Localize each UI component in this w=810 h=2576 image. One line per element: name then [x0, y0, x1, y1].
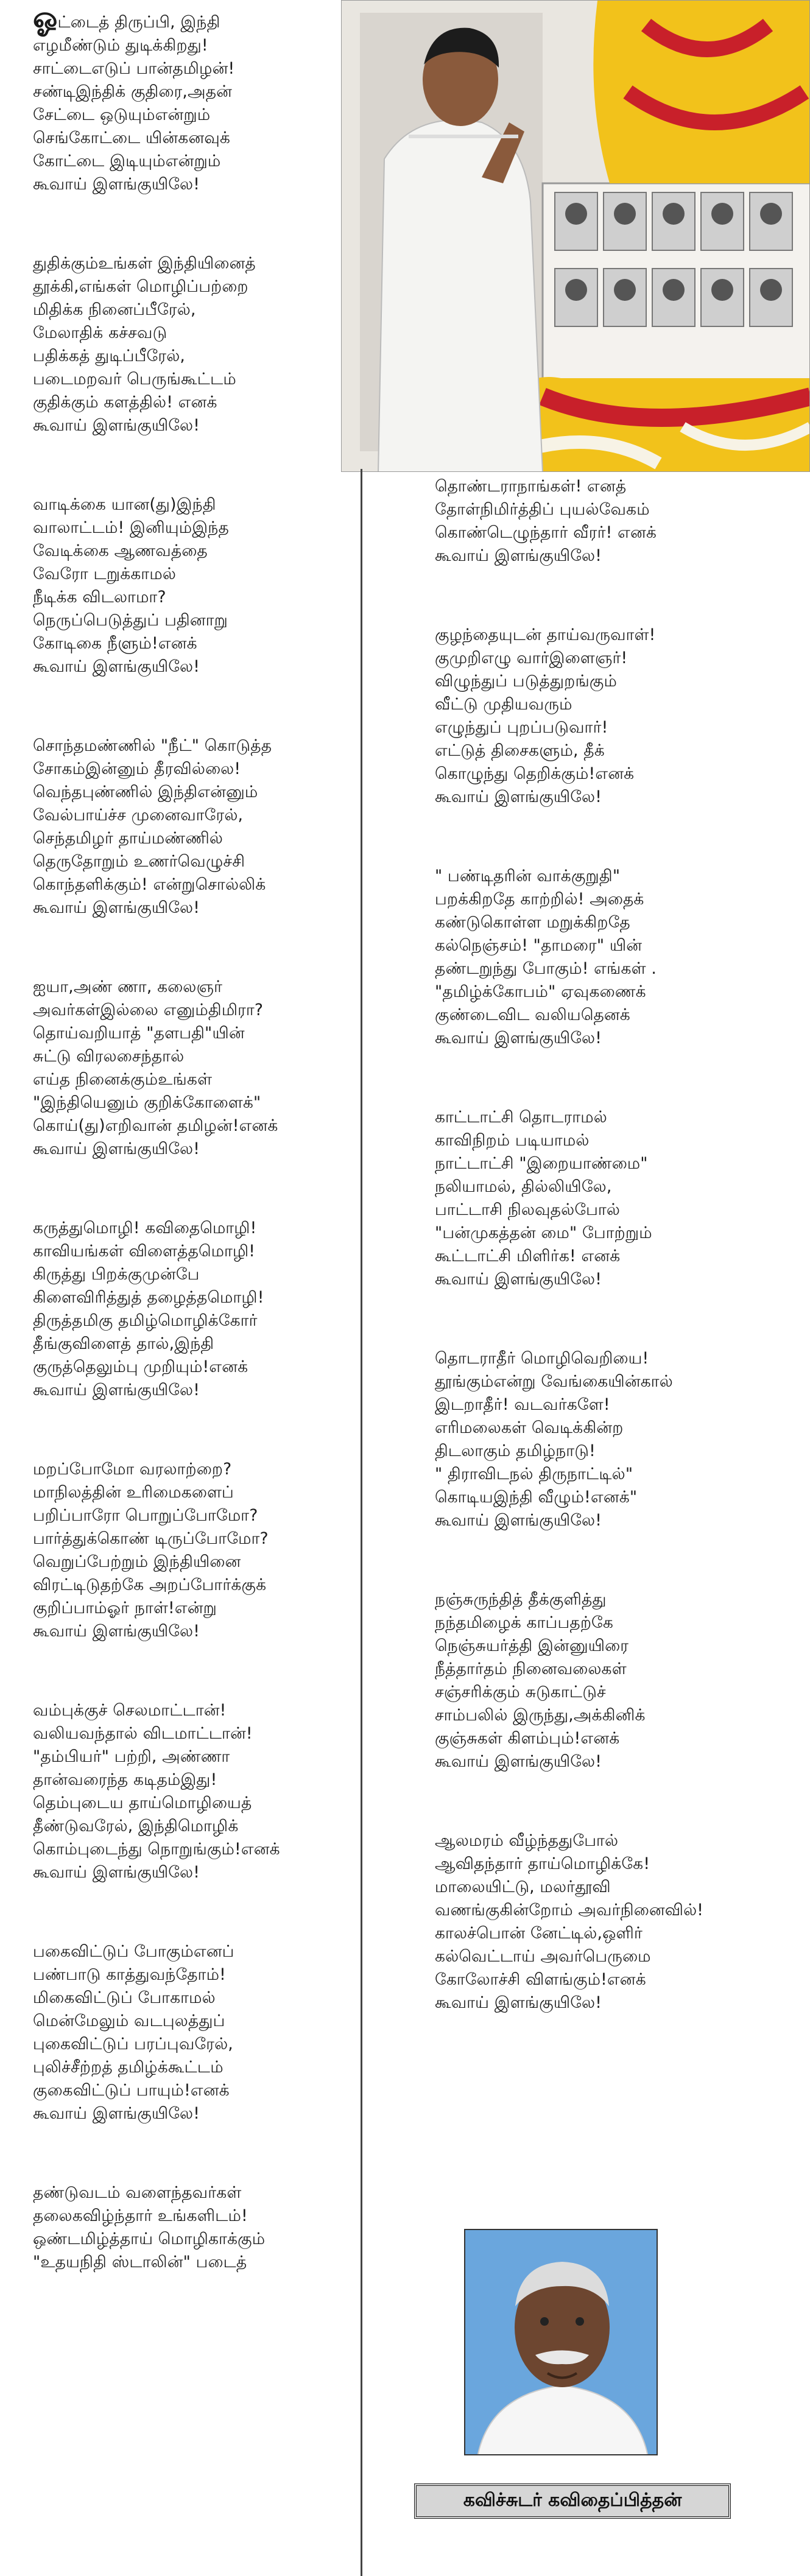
poem-line: காட்டாட்சி தொடராமல் — [435, 1108, 607, 1127]
stanza — [33, 1217, 337, 1402]
poem-line: கொம்புடைந்து நொறுங்கும்!எனக் — [33, 1840, 280, 1859]
poem-line: மிதிக்க நினைப்பீரேல், — [33, 300, 196, 319]
poem-line: கல்வெட்டாய் அவர்பெருமை — [435, 1947, 651, 1966]
poem-line: பகைவிட்டுப் போகும்எனப் — [33, 1942, 234, 1961]
poem-line: தோள்நிமிர்த்திப் புயல்வேகம் — [435, 500, 650, 519]
poem-line: திடலாகும் தமிழ்நாடு! — [435, 1441, 596, 1460]
stanza — [33, 1458, 337, 1643]
poem-line: தண்டறுந்து போகும்! எங்கள் . — [435, 959, 657, 978]
poem-line: கூவாய் இளங்குயிலே! — [33, 2104, 200, 2123]
poem-line: தொண்டராநாங்கள்! எனத் — [435, 477, 627, 496]
poem-line: காவியங்கள் விளைத்தமொழி! — [33, 1242, 256, 1261]
stanza — [435, 1347, 800, 1532]
poem-line: கோடிகை நீளும்!எனக் — [33, 634, 197, 653]
poem-line: கொழுந்து தெறிக்கும்!எனக் — [435, 764, 635, 783]
poem-line: சாட்டைஎடுப் பான்தமிழன்! — [33, 59, 235, 78]
poem-line: கிருத்து பிறக்குமுன்பே — [33, 1265, 200, 1284]
poem-line: " பண்டிதரின் வாக்குறுதி" — [435, 867, 621, 885]
stanza — [33, 1, 337, 196]
poem-line: பறிப்பாரோ பொறுப்போமோ? — [33, 1506, 258, 1525]
poem-line: தூங்கும்என்று வேங்கையின்கால் — [435, 1372, 673, 1391]
poem-line: மாநிலத்தின் உரிமைகளைப் — [33, 1483, 234, 1502]
poem-line: குமுறிஎழு வார்இளைஞர்! — [435, 649, 628, 667]
stanza — [435, 624, 800, 809]
author-portrait — [464, 2229, 658, 2455]
poem-line: வாலாட்டம்! இனியும்இந்த — [33, 518, 229, 537]
poem-line: புலிச்சீற்றத் தமிழ்க்கூட்டம் — [33, 2058, 224, 2077]
poem-line: வாடிக்கை யான(து)இந்தி — [33, 495, 216, 514]
poem-line: கூவாய் இளங்குயிலே! — [435, 1752, 602, 1771]
poem-line: சஞ்சரிக்கும் சுடுகாட்டுச் — [435, 1683, 606, 1701]
poem-line: துதிக்கும்உங்கள் இந்தியினைத் — [33, 254, 256, 273]
poem-line: வீட்டு முதியவரும் — [435, 695, 572, 714]
poem-line: குகைவிட்டுப் பாயும்!எனக் — [33, 2081, 230, 2100]
author-portrait-art — [465, 2230, 658, 2455]
poem-line: குறிப்பாம்ஓர் நாள்!என்று — [33, 1599, 217, 1617]
poem-line: கொந்தளிக்கும்! என்றுசொல்லிக் — [33, 875, 266, 894]
poem-line: எய்த நினைக்கும்உங்கள் — [33, 1070, 213, 1089]
poem-line: நெருப்பெடுத்துப் பதினாறு — [33, 611, 228, 630]
poem-line: வேடிக்கை ஆணவத்தை — [33, 541, 208, 560]
poem-line: "தமிழ்க்கோபம்" ஏவுகணைக் — [435, 982, 646, 1001]
poem-line: பறக்கிறதே காற்றில்! அதைக் — [435, 890, 644, 909]
poem-line: மேலாதிக் கச்சவடு — [33, 323, 167, 342]
poem-line: தான்வரைந்த கடிதம்இது! — [33, 1770, 217, 1789]
stanza — [33, 976, 337, 1161]
poem-line: திருத்தமிகு தமிழ்மொழிக்கோர் — [33, 1311, 258, 1330]
poem-line: பார்த்துக்கொண் டிருப்போமோ? — [33, 1529, 269, 1548]
poem-line: கூவாய் இளங்குயிலே! — [435, 787, 602, 806]
poem-line: புகைவிட்டுப் பரப்புவரேல், — [33, 2035, 233, 2053]
poem-line: கூவாய் இளங்குயிலே! — [33, 1863, 200, 1882]
poem-line: குருத்தெலும்பு முறியும்!எனக் — [33, 1357, 248, 1376]
poem-line: வம்புக்குச் செலமாட்டான்! — [33, 1701, 227, 1720]
poem-line: தொடராதீர் மொழிவெறியை! — [435, 1349, 649, 1368]
poem-line: எழமீண்டும் துடிக்கிறது! — [33, 36, 208, 55]
poem-line: எரிமலைகள் வெடிக்கின்ற — [435, 1418, 624, 1437]
poem-line: குண்டைவிட வலியதெனக் — [435, 1005, 630, 1024]
poem-line: பாட்டாசி நிலவுதல்போல் — [435, 1200, 621, 1219]
stanza — [435, 1829, 800, 2015]
poem-line: வேரோ டறுக்காமல் — [33, 565, 177, 583]
stanza — [435, 1106, 800, 1291]
poem-line: கூவாய் இளங்குயிலே! — [435, 1270, 602, 1289]
poem-line: தெருதோறும் உணர்வெழுச்சி — [33, 852, 245, 871]
poem-line: மிகைவிட்டுப் போகாமல் — [33, 1988, 216, 2007]
poem-line: கூவாய் இளங்குயிலே! — [435, 546, 602, 565]
poem-line: செங்கோட்டை யின்கனவுக் — [33, 128, 231, 147]
poem-line: கிளைவிரித்துத் தழைத்தமொழி! — [33, 1288, 264, 1307]
poem-line: தொய்வறியாத் "தளபதி"யின் — [33, 1024, 245, 1043]
author-name: கவிச்சுடர் கவிதைப்பித்தன் — [414, 2483, 731, 2519]
poem-line: கூவாய் இளங்குயிலே! — [33, 1381, 200, 1399]
tribute-photo-art — [342, 1, 810, 472]
poem-line: நெஞ்சுயர்த்தி இன்னுயிரை — [435, 1636, 629, 1655]
poem-line: மறப்போமோ வரலாற்றை? — [33, 1460, 232, 1479]
poem-line: கூவாய் இளங்குயிலே! — [33, 657, 200, 676]
poem-line: விரட்டிடுதற்கே அறப்போர்க்குக் — [33, 1575, 267, 1594]
poem-line: கூவாய் இளங்குயிலே! — [33, 1622, 200, 1641]
stanza — [33, 2181, 337, 2274]
stanza — [33, 1940, 337, 2125]
poem-line: நஞ்சுருந்தித் தீக்குளித்து — [435, 1590, 607, 1609]
poem-line: " திராவிடநல் திருநாட்டில்" — [435, 1465, 633, 1483]
poem-line: மென்மேலும் வடபுலத்துப் — [33, 2011, 225, 2030]
poem-line: குஞ்சுகள் கிளம்பும்!எனக் — [435, 1729, 620, 1748]
poem-line: படைமறவர் பெருங்கூட்டம் — [33, 370, 236, 389]
poem-line: "உதயநிதி ஸ்டாலின்" படைத் — [33, 2253, 247, 2272]
poem-line: வலியவந்தால் விடமாட்டான்! — [33, 1724, 253, 1743]
poem-line: "இந்தியெனும் குறிக்கோளைக்" — [33, 1093, 261, 1112]
poem-line: சாம்பலில் இருந்து,அக்கினிக் — [435, 1706, 646, 1725]
poem-line: தெம்புடைய தாய்மொழியைத் — [33, 1793, 252, 1812]
poem-line: குழந்தையுடன் தாய்வருவாள்! — [435, 625, 656, 644]
poem-line: ஒண்டமிழ்த்தாய் மொழிகாக்கும் — [33, 2229, 266, 2248]
poem-line: வணங்குகின்றோம் அவர்நினைவில்! — [435, 1901, 704, 1920]
poem-line: பதிக்கத் துடிப்பீரேல், — [33, 347, 186, 365]
poem-line: கோட்டை இடியும்என்றும் — [33, 152, 221, 171]
poem-line: கொய்(து)எறிவான் தமிழன்!எனக் — [33, 1116, 278, 1135]
poem-line: சண்டிஇந்திக் குதிரை,அதன் — [33, 82, 233, 101]
poem-line: ஆவிதந்தார் தாய்மொழிக்கே! — [435, 1854, 650, 1873]
poem-line: "பன்முகத்தன் மை" போற்றும் — [435, 1223, 652, 1242]
poem-line: "தம்பியர்" பற்றி, அண்ணா — [33, 1747, 230, 1766]
poem-line: கூவாய் இளங்குயிலே! — [33, 416, 200, 435]
poem-line: தண்டுவடம் வளைந்தவர்கள் — [33, 2183, 242, 2202]
poem-line: சேட்டை ஒடுயும்என்றும் — [33, 105, 211, 124]
poem-line: ஆலமரம் வீழ்ந்ததுபோல் — [435, 1831, 619, 1850]
poem-line: தூக்கி,எங்கள் மொழிப்பற்றை — [33, 277, 248, 296]
poem-line: காவிநிறம் படியாமல் — [435, 1131, 590, 1150]
poem-line: எட்டுத் திசைகளும், தீக் — [435, 741, 605, 760]
tribute-photo — [341, 0, 810, 472]
poem-line: எழுந்துப் புறப்படுவார்! — [435, 718, 608, 737]
poem-line: சொந்தமண்ணில் "நீட்" கொடுத்த — [33, 736, 272, 755]
poem-line: அவர்கள்இல்லை எனும்திமிரா? — [33, 1001, 264, 1019]
poem-line: கொண்டெழுந்தார் வீரர்! எனக் — [435, 523, 657, 542]
poem-line: கோலோச்சி விளங்கும்!எனக் — [435, 1970, 646, 1989]
poem-line: நீடிக்க விடலாமா? — [33, 588, 166, 607]
poem-line: கண்டுகொள்ள மறுக்கிறதே — [435, 913, 630, 932]
poem-line: நாட்டாட்சி "இறையாண்மை" — [435, 1154, 648, 1173]
stanza — [33, 734, 337, 920]
stanza — [33, 493, 337, 678]
poem-line: செந்தமிழர் தாய்மண்ணில் — [33, 829, 224, 848]
poem-line: வெறுப்பேற்றும் இந்தியினை — [33, 1552, 241, 1571]
poem-line: சுட்டு விரலசைந்தால் — [33, 1047, 185, 1066]
poem-line: தீண்டுவரேல், இந்திமொழிக் — [33, 1817, 239, 1835]
column-divider — [361, 469, 362, 2576]
poem-line: இடறாதீர்! வடவர்களே! — [435, 1395, 610, 1414]
poem-line: கூவாய் இளங்குயிலே! — [435, 1511, 602, 1530]
poem-line: விழுந்துப் படுத்துறங்கும் — [435, 672, 617, 691]
poem-line: கருத்துமொழி! கவிதைமொழி! — [33, 1219, 257, 1237]
poem-line: நந்தமிழைக் காப்பதற்கே — [435, 1613, 614, 1632]
poem-line: சோகம்இன்னும் தீரவில்லை! — [33, 759, 241, 778]
poem-line: கொடியஇந்தி வீழும்!எனக்" — [435, 1488, 638, 1507]
stanza — [435, 865, 800, 1050]
stanza — [33, 252, 337, 437]
poem-line: காலச்பொன் னேட்டில்,ஒளிர் — [435, 1924, 643, 1943]
poem-line: நலியாமல், தில்லியிலே, — [435, 1177, 612, 1196]
stanza — [435, 1588, 800, 1773]
poem-line: வெந்தபுண்ணில் இந்திஎன்னும் — [33, 783, 258, 801]
poem-line: ஓட்டைத் திருப்பி, இந்தி — [33, 1, 220, 35]
poem-line: கூவாய் இளங்குயிலே! — [435, 1029, 602, 1047]
poem-line: கூட்டாட்சி மிளிர்க! எனக் — [435, 1247, 621, 1265]
poem-line: பண்பாடு காத்துவந்தோம்! — [33, 1965, 226, 1984]
poem-line: கூவாய் இளங்குயிலே! — [33, 175, 200, 194]
drop-cap: ஓ — [33, 1, 58, 35]
poem-line: கல்நெஞ்சம்! "தாமரை" யின் — [435, 936, 643, 955]
poem-line: தீங்குவிளைத் தால்,இந்தி — [33, 1334, 214, 1353]
stanza — [33, 1699, 337, 1884]
poem-line: கூவாய் இளங்குயிலே! — [435, 1993, 602, 2012]
poem-line: கூவாய் இளங்குயிலே! — [33, 898, 200, 917]
poem-column-right — [435, 475, 800, 2071]
poem-line: குதிக்கும் களத்தில்! எனக் — [33, 393, 217, 412]
poem-line: நீத்தார்தம் நினைவலைகள் — [435, 1659, 627, 1678]
poem-column-left — [33, 1, 337, 2330]
stanza — [435, 475, 800, 568]
poem-line: தலைகவிழ்ந்தார் உங்களிடம்! — [33, 2206, 248, 2225]
poem-line: மாலையிட்டு, மலர்தூவி — [435, 1877, 611, 1896]
poem-line: வேல்பாய்ச்ச முனைவாரேல், — [33, 806, 244, 825]
poem-line: ஐயா,அண் ணா, கலைஞர் — [33, 977, 223, 996]
poem-line: கூவாய் இளங்குயிலே! — [33, 1139, 200, 1158]
